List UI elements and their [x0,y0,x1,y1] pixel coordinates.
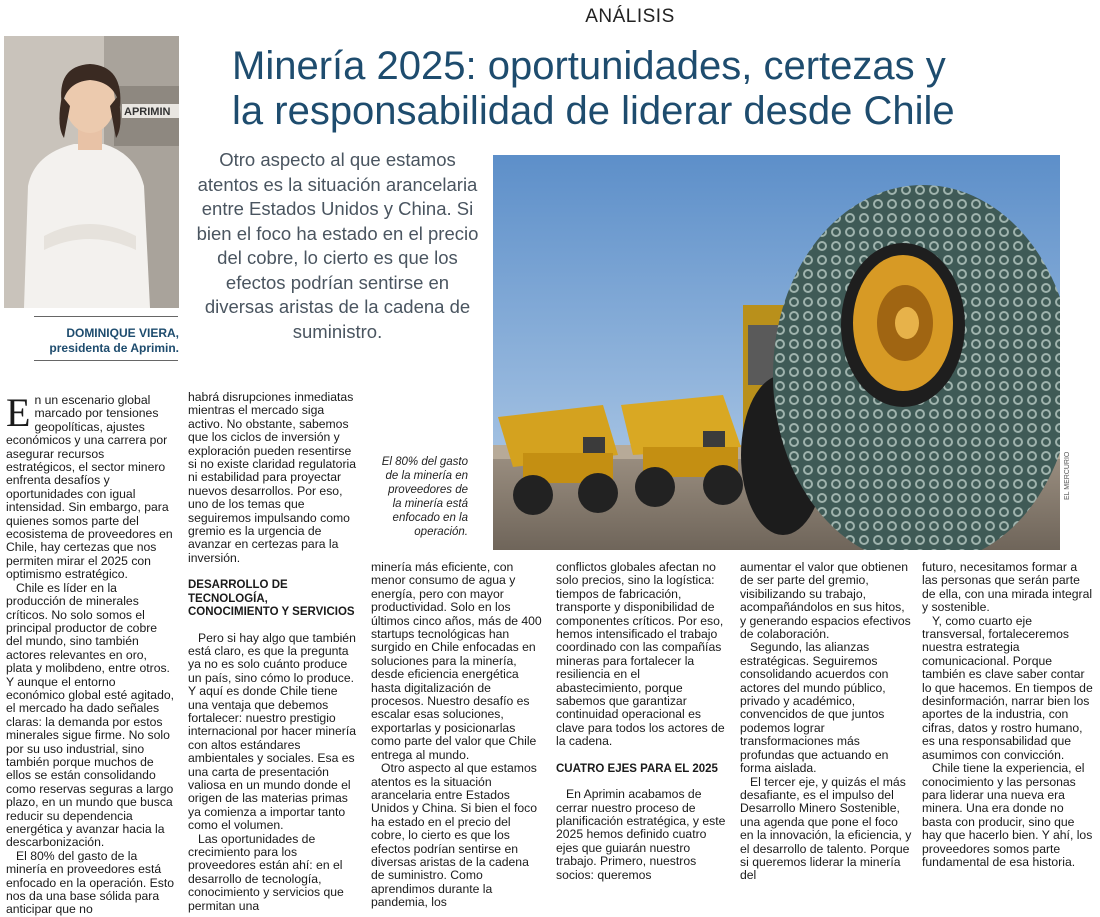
photo-credit: EL MERCURIO [1064,451,1071,500]
section-tag: ANÁLISIS [585,6,675,27]
col2-para-2: Pero si hay algo que también está claro, es que la pregunta ya no es solo cuánto produce un país, sino cómo lo produce. Y aquí es donde Chile tiene una ventaja que debemos fortalecer: nuestro prestigio internacional por hacer minería con altos estándares ambientales y sociales. Esa es una carta de presentación valiosa en un mundo donde el origen de las materias primas ya comienza a importar tanto como el volumen. [188,630,357,833]
portrait-sign-text: APRIMIN [124,106,171,118]
col3-para-2: Otro aspecto al que estamos atentos es la situación arancelaria entre Estados Unidos y China. Si bien el foco ha estado en el precio del cobre, lo cierto es que los efectos podrían sentirse en diversas aristas de la cadena de suministro. Como aprendimos durante la pandemia, los [371,761,537,910]
col4-para-1: conflictos globales afectan no solo precios, sino la logística: tiempos de fabricación, transporte y disponibilidad de componentes críticos. Por eso, hemos intensificado el trabajo coordinado con las compañías mineras para fortalecer la resiliencia en el abastecimiento, porque sabemos que garantizar continuidad operacional es clave para todos los actores de la cadena. [556,560,725,749]
col6-para-1: futuro, necesitamos formar a las personas que serán parte de ella, con una mirada integral y sostenible. [922,560,1093,615]
column-1 [6,390,176,917]
column-3 [371,561,543,910]
col5-para-1: aumentar el valor que obtienen de ser parte del gremio, visibilizando su trabajo, acompañándolos en sus hitos, y generando espacios efectivos de colaboración. [740,560,911,642]
headline [232,44,1062,134]
pull-quote: Otro aspecto al que estamos atentos es la situación arancelaria entre Estados Unidos y China. Si bien el foco ha estado en el precio del cobre, lo cierto es que los efectos podrían sentirse en diversas aristas de la cadena de suministro. [196,149,479,342]
col2-para-3: Las oportunidades de crecimiento para los proveedores están ahí: en el desarrollo de tecnología, conocimiento y servicios que permitan una [188,831,344,913]
col4-subhead: CUATRO EJES PARA EL 2025 [556,762,718,775]
column-2 [188,391,360,913]
column-6 [922,561,1094,869]
headline-line-1: Minería 2025: oportunidades, certezas y [232,44,946,88]
byline-rule-bottom [34,360,178,361]
col6-para-2: Y, como cuarto eje transversal, fortaleceremos nuestra estrategia comunicacional. Porque también es clave saber contar lo que hacemos. En tiempos de desinformación, narrar bien los aportes de la industria, con cifras, datos y rostro humano, es una responsabilidad que asumimos con convicción. [922,613,1093,762]
col5-para-2: Segundo, las alianzas estratégicas. Seguiremos consolidando acuerdos con actores del mundo público, privado y académico, convencidos de que juntos podemos lograr transformaciones más profundas que actuando en forma aislada. [740,640,889,776]
mining-trucks-photo [493,155,1060,550]
column-5 [740,561,912,883]
author-portrait [4,36,179,308]
byline-name: DOMINIQUE VIERA, [66,326,179,340]
column-4 [556,561,728,882]
col1-para-3: El 80% del gasto de la minería en proveedores está enfocado en la operación. Esto nos da una base sólida para anticipar que no [6,848,175,917]
col2-para-1: habrá disrupciones inmediatas mientras el mercado siga activo. No obstante, sabemos que los ciclos de inversión y exploración pueden resentirse si no existe claridad regulatoria ni estabilidad para proyectar nuevos desarrollos. Por eso, uno de los temas que seguiremos impulsando como gremio es la urgencia de avanzar en certezas para la inversión. [188,390,357,565]
col1-para-1: En un escenario global marcado por tensiones geopolíticas, ajustes económicos y una carrera por asegurar recursos estratégicos, el sector minero enfrenta desafíos y oportunidades con igual intensidad. Sin embargo, para quienes somos parte del ecosistema de proveedores en Chile, hay certezas que nos permiten mirar el 2025 con optimismo estratégico. [6,390,173,582]
col4-para-2: En Aprimin acabamos de cerrar nuestro proceso de planificación estratégica, y este 2025 hemos definido cuatro ejes que guiarán nuestro trabajo. Primero, nuestros socios: queremos [556,787,726,882]
col6-para-3: Chile tiene la experiencia, el conocimiento y las personas para liderar una nueva era minera. Una era donde no basta con producir, sino que hay que hacerlo bien. Y ahí, los proveedores somos parte fundamental de esa historia. [922,761,1093,869]
headline-line-2: la responsabilidad de liderar desde Chile [232,89,955,133]
col1-para-2: Chile es líder en la producción de minerales críticos. No solo somos el principal productor de cobre del mundo, sino también actores relevantes en oro, plata y molibdeno, entre otros. Y aunque el entorno económico global esté agitado, el mercado ha dado señales claras: la demanda por estos minerales sigue firme. No solo por su uso industrial, sino también porque muchos de ellos se están consolidando como reservas seguras a largo plazo, en un mundo que busca reducir su dependencia energética y avanzar hacia la descarbonización. [6,580,175,850]
col3-para-1: minería más eficiente, con menor consumo de agua y energía, pero con mayor productividad. Solo en los últimos cinco años, más de 400 startups tecnológicas han surgido en Chile enfocadas en soluciones para la minería, desde eficiencia energética hasta digitalización de procesos. Nuestro desafío es escalar esas soluciones, exportarlas y posicionarlas como parte del valor que Chile entrega al mundo. [371,560,542,762]
col5-para-3: El tercer eje, y quizás el más desafiante, es el impulso del Desarrollo Minero Sostenible, una agenda que pone el foco en la innovación, la eficiencia, y el desarrollo de talento. Porque si queremos liderar la minería del [740,774,912,883]
byline-role: presidenta de Aprimin. [49,341,179,355]
photo-caption: El 80% del gasto de la minería en proveedores de la minería está enfocado en la operación. [381,456,468,538]
byline-rule-top [34,316,178,317]
col2-subhead: DESARROLLO DE TECNOLOGÍA, CONOCIMIENTO Y SERVICIOS [188,579,355,619]
byline [4,326,179,356]
dropcap: E [6,390,31,435]
